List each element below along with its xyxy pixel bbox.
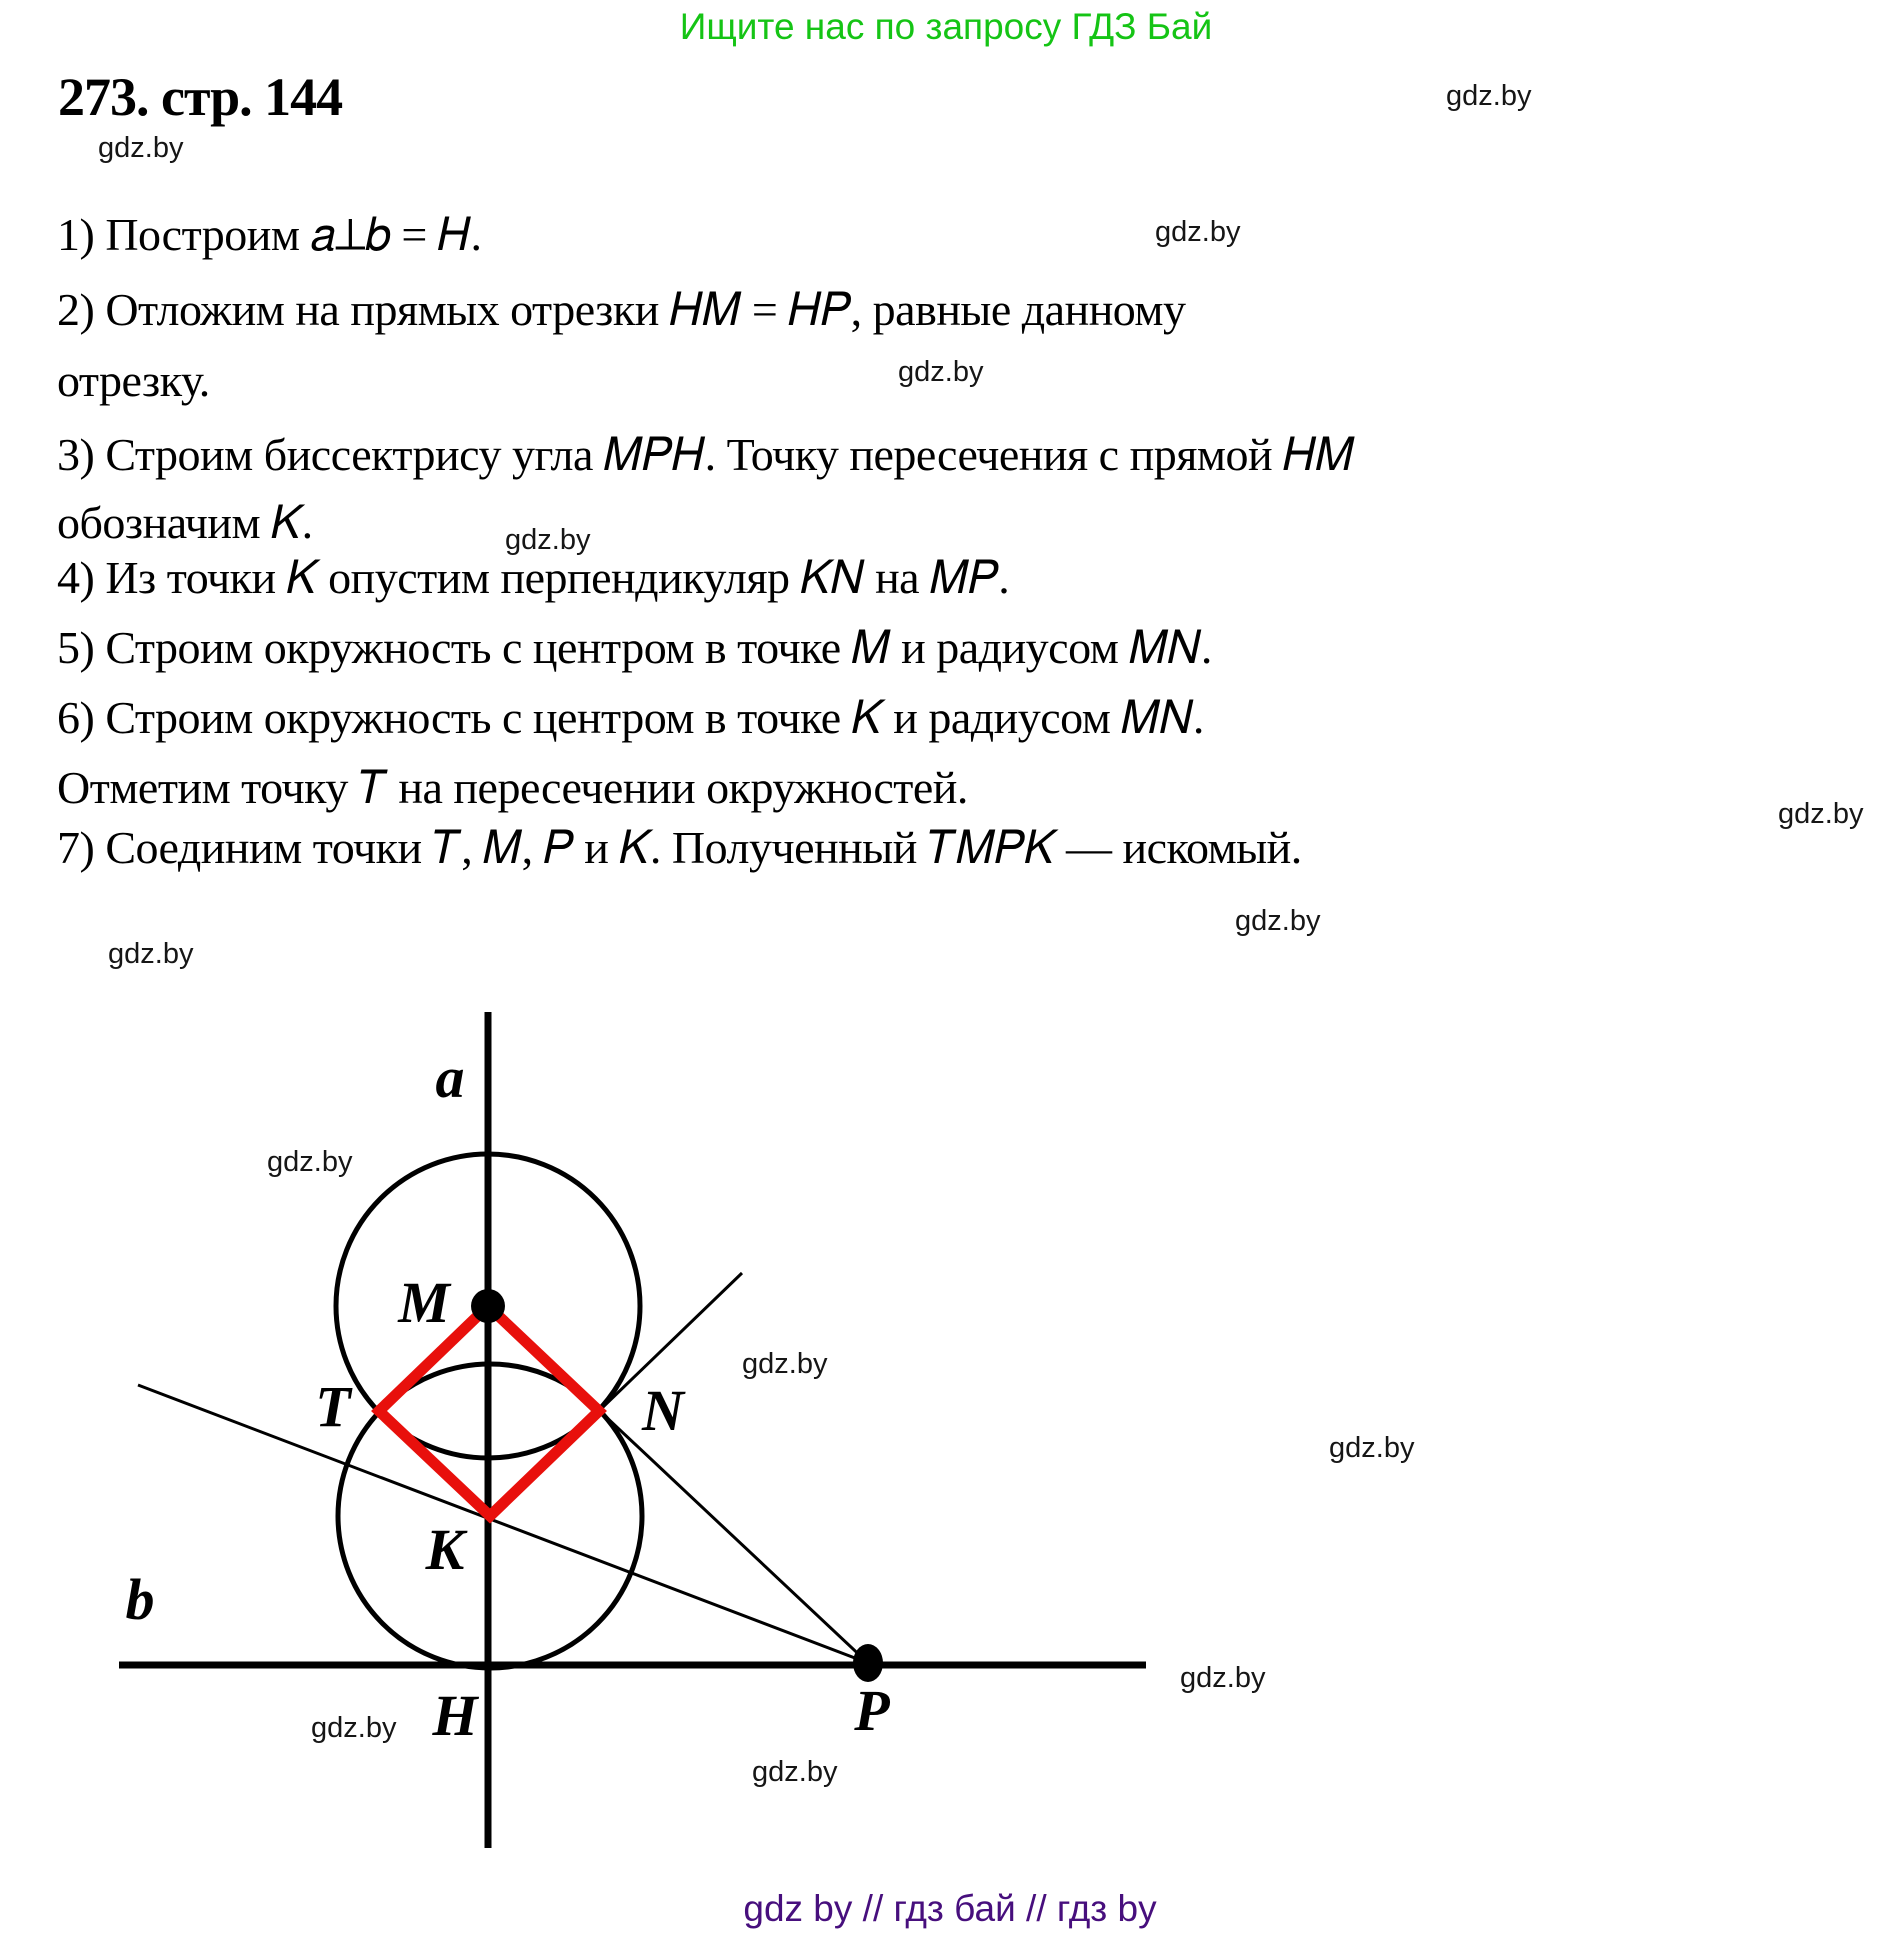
label-line-a: a [435, 1045, 465, 1110]
watermark: gdz.by [98, 132, 184, 164]
watermark: gdz.by [1235, 905, 1321, 937]
watermark: gdz.by [1778, 798, 1864, 830]
watermark: gdz.by [1155, 216, 1241, 248]
solution-step-7: 7) Соединим точки 𝑇, 𝑀, 𝑃 и 𝐾. Полученный 𝑇𝑀𝑃𝐾 — искомый. [57, 822, 1302, 873]
label-point-k: K [425, 1517, 465, 1582]
watermark: gdz.by [311, 1712, 397, 1744]
promo-header: Ищите нас по запросу ГДЗ Бай [679, 6, 1213, 47]
solution-step-4: 4) Из точки 𝐾 опустим перпендикуляр 𝐾𝑁 на 𝑀𝑃. [57, 552, 1010, 603]
label-point-h: H [432, 1683, 478, 1748]
solution-step-6b: Отметим точку 𝑇 на пересечении окружностей. [57, 762, 968, 813]
solution-step-5: 5) Строим окружность с центром в точке 𝑀 и радиусом 𝑀𝑁. [57, 622, 1212, 673]
label-point-t: T [315, 1374, 351, 1439]
watermark: gdz.by [898, 356, 984, 388]
watermark: gdz.by [1180, 1662, 1266, 1694]
watermark: gdz.by [1446, 80, 1532, 112]
point-m-dot [471, 1289, 505, 1323]
watermark: gdz.by [505, 524, 591, 556]
point-p-dot [853, 1644, 883, 1682]
label-point-m: M [398, 1270, 450, 1335]
label-point-n: N [642, 1378, 684, 1443]
label-line-b: b [125, 1567, 155, 1632]
solution-step-1: 1) Построим 𝑎⊥𝑏 = 𝐻. [57, 209, 482, 260]
solution-step-3b: обозначим 𝐾. [57, 497, 313, 548]
footer-links: gdz by // гдз бай // гдз by [743, 1888, 1157, 1929]
page-title: 273. стр. 144 [58, 67, 343, 127]
watermark: gdz.by [742, 1348, 828, 1380]
label-point-p: P [854, 1678, 890, 1743]
watermark: gdz.by [267, 1146, 353, 1178]
watermark: gdz.by [1329, 1432, 1415, 1464]
bisector-pk [138, 1385, 868, 1663]
solution-step-2: 2) Отложим на прямых отрезки 𝐻𝑀 = 𝐻𝑃, равные данному [57, 284, 1186, 335]
solution-step-3: 3) Строим биссектрису угла 𝑀𝑃𝐻. Точку пересечения с прямой 𝐻𝑀 [57, 429, 1355, 480]
watermark: gdz.by [752, 1756, 838, 1788]
solution-step-2b: отрезку. [57, 355, 210, 406]
solution-step-6: 6) Строим окружность с центром в точке 𝐾 и радиусом 𝑀𝑁. [57, 692, 1204, 743]
watermark: gdz.by [108, 938, 194, 970]
